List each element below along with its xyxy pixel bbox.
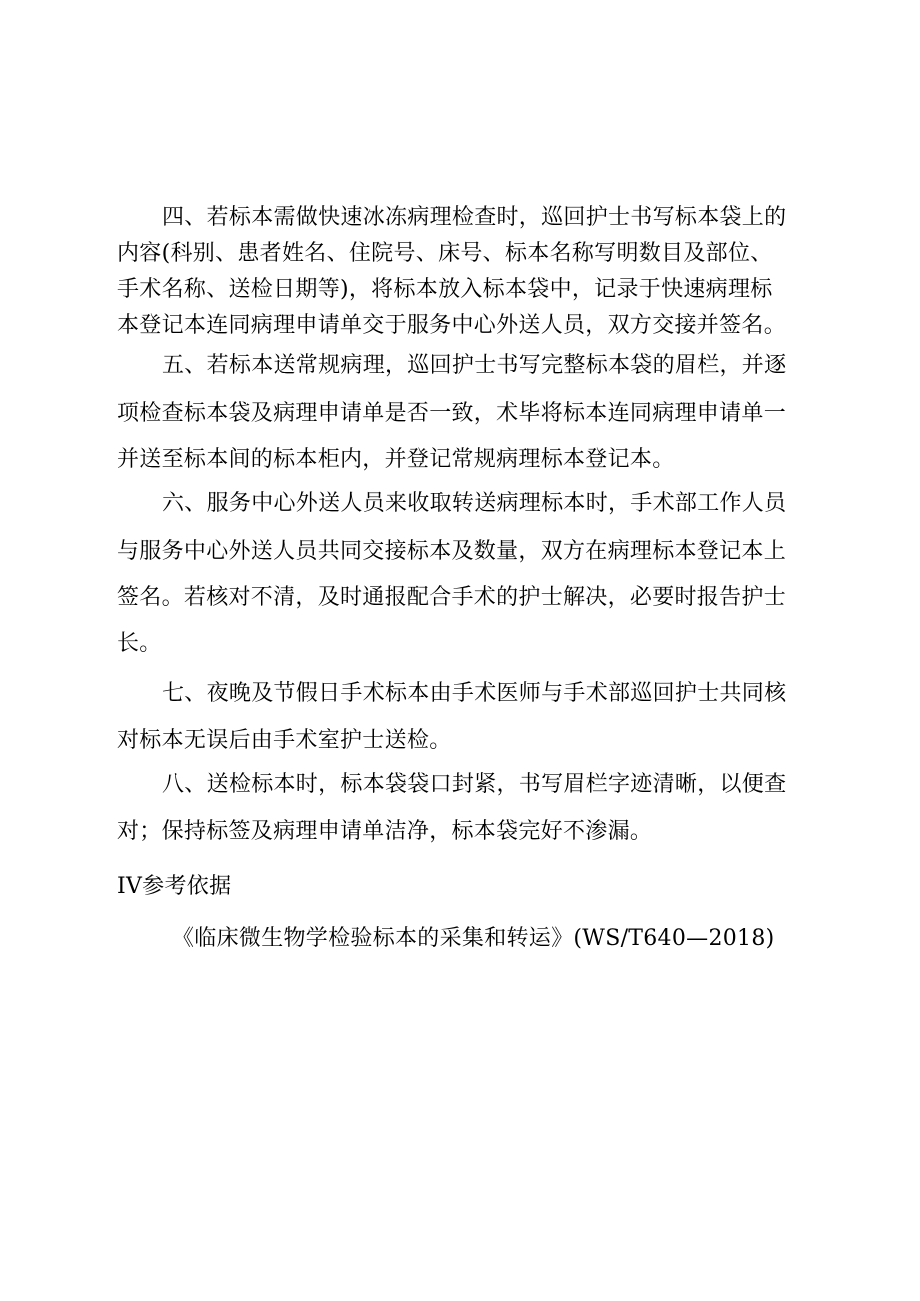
paragraph-8-line-2: 对；保持标签及病理申请单洁净，标本袋完好不渗漏。 (117, 819, 653, 844)
paragraph-4-line-1: 四、若标本需做快速冰冻病理检查时，巡回护士书写标本袋上的 (162, 205, 787, 230)
paragraph-5-line-3: 并送至标本间的标本柜内，并登记常规病理标本登记本。 (117, 447, 675, 472)
section-heading: IV参考依据 (117, 874, 232, 899)
paragraph-4-line-2: 内容(科别、患者姓名、住院号、床号、标本名称写明数目及部位、 (117, 241, 773, 266)
reference-citation: 《临床微生物学检验标本的采集和转运》(WS/T640—2018) (172, 926, 775, 951)
paragraph-7-line-1: 七、夜晚及节假日手术标本由手术医师与手术部巡回护士共同核 (162, 681, 787, 706)
paragraph-6-line-3: 签名。若核对不清，及时通报配合手术的护士解决，必要时报告护士 (117, 585, 787, 610)
paragraph-7-line-2: 对标本无误后由手术室护士送检。 (117, 728, 452, 753)
paragraph-6-line-4: 长。 (117, 631, 162, 656)
paragraph-5-line-1: 五、若标本送常规病理，巡回护士书写完整标本袋的眉栏，并逐 (162, 353, 787, 378)
paragraph-6-line-1: 六、服务中心外送人员来收取转送病理标本时，手术部工作人员 (162, 491, 787, 516)
paragraph-4-line-3: 手术名称、送检日期等)，将标本放入标本袋中，记录于快速病理标 (117, 277, 773, 302)
paragraph-5-line-2: 项检查标本袋及病理申请单是否一致，术毕将标本连同病理申请单一 (117, 401, 787, 426)
paragraph-4-line-4: 本登记本连同病理申请单交于服务中心外送人员，双方交接并签名。 (117, 313, 787, 338)
paragraph-8-line-1: 八、送检标本时，标本袋袋口封紧，书写眉栏字迹清晰，以便查 (162, 772, 787, 797)
paragraph-6-line-2: 与服务中心外送人员共同交接标本及数量，双方在病理标本登记本上 (117, 539, 787, 564)
